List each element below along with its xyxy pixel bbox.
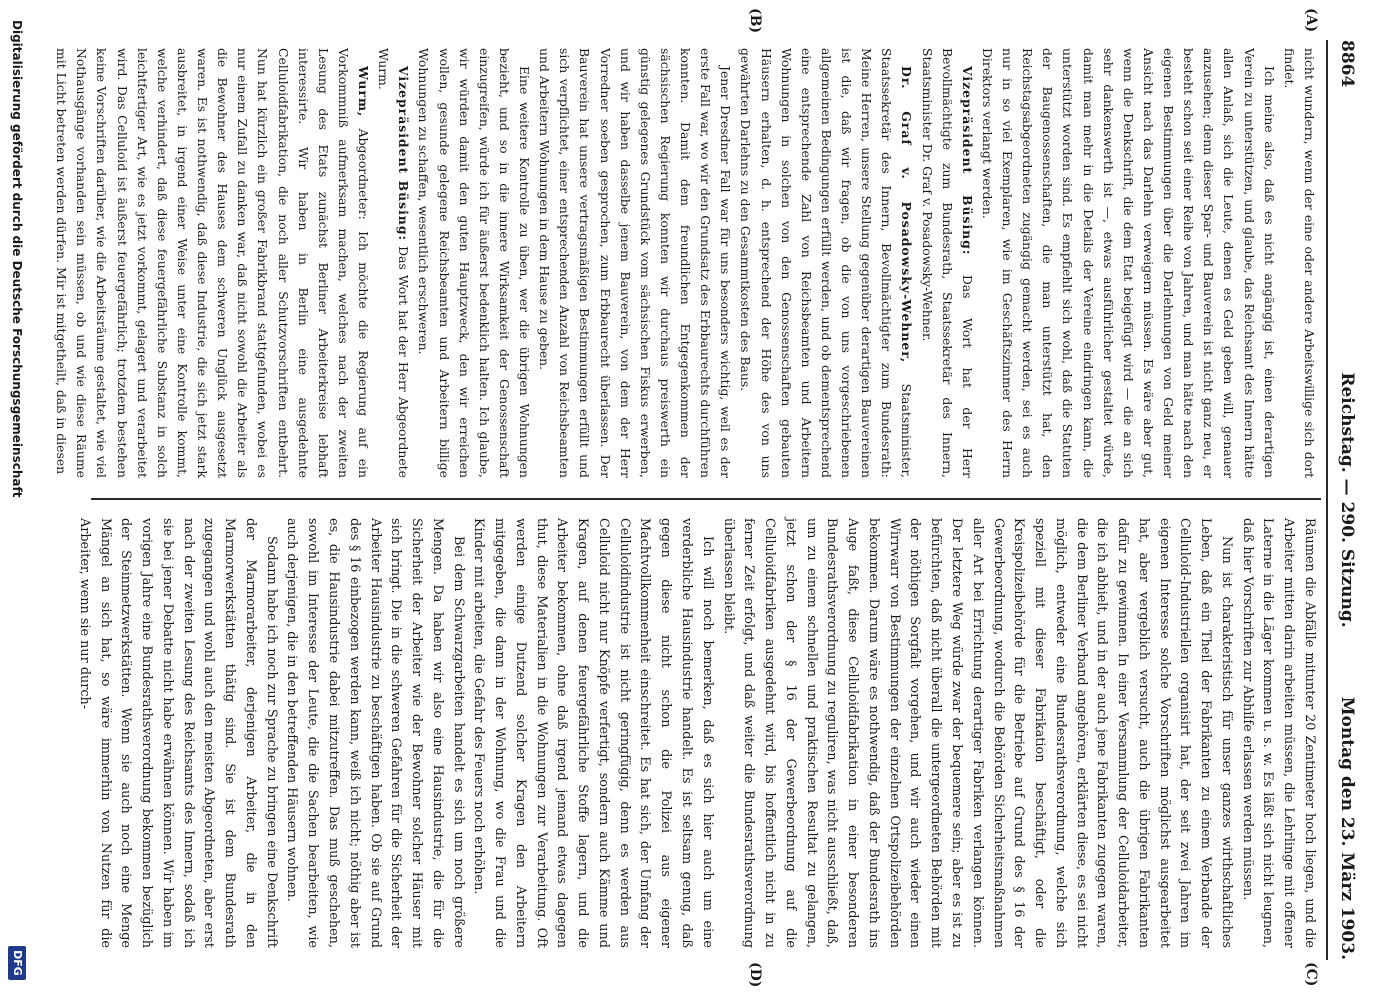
speaker-name: Dr. Graf v. Posadowsky-Wehner, <box>899 66 915 364</box>
margin-marker-d: (D) <box>747 962 763 988</box>
speech-text: Abgeordneter: Ich möchte die Regierung auf ein Vorkommniß aufmerksam machen, welches nach der zweiten Lesung des Etats zunächst Berliner Arbeiterkreise lebhaft interessirte. Wir haben in Berlin eine ausgedehnte Celluloidfabrikation, die noch aller Schutzvorschriften entbehrt. Nun hat kürzlich ein großer Fabrikbrand stattgefunden, wobei es nur einem Zufall zu danken war, daß nicht sowohl die Arbeiter als die Bewohner des Hauses dem schweren Unglück ausgesetzt waren. Es ist nothwendig, daß diese Industrie, die sich jetzt stark ausbreitet, in irgend einer Weise unter eine Kontrolle kommt, welche verhindert, daß diese feuergefährliche Substanz in solch leichtfertiger Art, wie es jetzt vorkommt, gelagert und verarbeitet wird. Das Celluloid ist äußerst feuergefährlich; trotzdem bestehen keine Vorschriften darüber, wie die Arbeitsräume gestaltet, wie viel Nothausgänge vorhanden sein müssen, ob und wie diese Räume mit Licht betreten werden dürfen. Mir ist mitgetheilt, daß in diesen <box>54 48 372 478</box>
session-date: Montag den 23. März 1903. <box>1337 696 1357 960</box>
credit-text: Digitalisierung gefördert durch die Deutsche Forschungsgemeinschaft <box>10 20 24 498</box>
paragraph: Bei dem Schwarzgarbeiten handelt es sich um noch größere Mengen. Da haben wir also eine Hausindustrie, die für die Sicherheit der Arbeiter wie der Bewohner solcher Häuser mit sich bringt. Die in die schweren Gefahren für die Sicherheit der Arbeiter Hausindustrie zu beschäftigen haben. Ob sie auf Grund des § 16 einbezogen werden kann, weiß ich nicht; nöthig aber ist es, die Hausindustrie dabei mitzutreffen. Das muß geschehen, sowohl im Interesse der Leute, die die Sachen bearbeiten, wie auch derjenigen, die in den betreffenden Häusern wohnen. <box>284 518 466 948</box>
speaker-name: Vizepräsident Büsing: <box>396 66 412 242</box>
speaker-name: Vizepräsident Büsing: <box>959 66 975 256</box>
page-header <box>1331 40 1361 960</box>
digitization-credit <box>4 20 28 980</box>
running-title: Reichstag. — 290. Sitzung. <box>1337 372 1357 628</box>
right-column <box>73 518 1319 948</box>
speech-text: Staatsminister, Staatssekretär des Innern, Bevollmächtigter zum Bundesrath: Meine Herren, unsere Stellung gegenüber derartigen Bauvereinen ist die, daß wir fragen, ob die von uns vorgeschriebenen allgemeinen Bedingungen erfüllt werden, und ob dementsprechend eine entsprechende Zahl von Reichsbeamten und Arbeitern Wohnungen in solchen von den Genossenschaften gebauten Häusern erhalten, d. h. entsprechend der Höhe des von uns gewährten Darlehns zu den Gesammtkosten des Baus. <box>738 48 915 478</box>
paragraph: Räumen die Abfälle mitunter 20 Zentimeter hoch liegen, und die Arbeiter mitten darin arbeiten müssen, die Lehrlinge mit offener Laterne in die Läger kommen u. s. w. Es läßt sich nicht leugnen, daß hier Vorschriften zur Abhilfe erlassen werden müssen. <box>1239 518 1317 948</box>
margin-marker-b: (B) <box>747 8 763 34</box>
dfg-logo: DFG <box>8 946 26 980</box>
column-divider <box>91 498 1321 500</box>
paragraph <box>735 48 916 478</box>
paragraph: Sodann habe ich noch zur Sprache zu bringen eine Denkschrift der Marmorarbeiter, derjenigen Arbeiter, die in den Marmorwerkstätten thätig sind. Sie ist dem Bundesrath zugegangen und wohl auch den meisten Abgeordneten, aber erst nach der zweiten Lesung des Reichsamts des Innern, sodaß ich sie bei jener Debatte nicht habe erwähnen können. Wir haben im vorigen Jahre eine Bundesrathsverordnung bekommen bezüglich der Steinmetzwerkstätten. Wenn sie auch noch eine Menge Mängel an sich hat, so wäre immerhin von Nutzen für die Arbeiter, wenn sie nur durch- <box>76 518 279 948</box>
paragraph: Ich meine also, daß es nicht angängig ist, einen derartigen Verein zu unterstützen, und glaube, das Reichsamt des Innern hätte allen Anlaß, sich die Leute, denen es Geld geben will, genauer anzusehen; denn dieser Spar- und Bauverein ist nicht ganz neu, er besteht schon seit einer Reihe von Jahren, und man hätte nach den eigenen Bestimmungen über die Darlehnungen von Geld meiner Ansicht nach das Darlehn verweigern müssen. Es wäre aber gut, wenn die Denkschrift, die dem Etat beigefügt wird — die an sich sehr dankenswerth ist —, etwas ausführlicher gestaltet würde, damit man mehr in die Details der Vereine eindringen kann, die unterstützt worden sind. Es empfiehlt sich wohl, daß die Statuten der Baugenossenschaften, die man unterstützt hat, den Reichstagsabgeordneten zugängig gemacht werden, sei es auch nur in so viel Exemplaren, wie im Geschäftszimmer des Herrn Direktors verlangt werden. <box>980 48 1277 478</box>
left-column <box>51 48 1319 478</box>
paragraph: Jener Dresdner Fall war für uns besonders wichtig, weil es der erste Fall war, wo wir den Grundsatz des Erbbaurechts durchführen konnten. Damit dem freundlichen Entgegenkommen der sächsischen Regierung konnten wir durchaus preiswerth ein günstig gelegenes Grundstück vom sächsischen Fiskus erwerben, und wir haben dasselbe jenem Bauverein, von dem der Herr Vorredner soeben gesprochen, zum Erbbaurecht überlassen. Der Bauverein hat unsere vertragsmäßigen Bestimmungen erfüllt und sich verpflichtet, einer entsprechenden Anzahl von Reichsbeamten und Arbeitern Wohnungen in dem Hause zu geben. <box>537 48 734 478</box>
speech-text: Das Wort hat der Herr Bevollmächtigte zum Bundesrath, Staatssekretär des Innern, Staatsminister Dr. Graf v. Posadowsky-Wehner. <box>919 48 975 478</box>
paragraph <box>373 48 413 478</box>
paragraph <box>917 48 977 478</box>
speech-text: Das Wort hat der Herr Abgeordnete Wurm. <box>376 48 412 478</box>
margin-marker-c: (C) <box>1303 962 1319 987</box>
margin-marker-a: (A) <box>1303 8 1319 33</box>
paragraph: Ich will noch bemerken, daß es sich hier auch um eine verderbliche Hausindustrie handelt. Es ist seltsam genug, daß gegen diese nicht schon die Polizei aus eigener Machtvollkommenheit einschreitet. Es hat sich, der Umfang der Celluloidindustrie ist nicht geringfügig, denn es werden aus Celluloid nicht nur Knöpfe verfertigt, sondern auch Kämme und Kragen, auf denen feuergefährliche Stoffe lagern, und die Arbeiter bekommen, ohne daß irgend jemand etwas dagegen thut, diese Materialien in die Wohnungen zur Verarbeitung. Oft werden einige Dutzend solcher Kragen den Arbeitern mitgegeben, die dann in der Wohnung, wo die Frau und die Kinder mit arbeiten, die Gefahr des Feuers noch erhöhen. <box>471 518 715 948</box>
paragraph <box>51 48 373 478</box>
speaker-name: Wurm, <box>356 66 372 118</box>
page-number: 8864 <box>1337 40 1357 88</box>
paragraph: Nun ist charakteristisch für unser ganzes wirthschaftliches Leben, daß ein Theil der Fabrikanten zu einem Verbande der Celluloid-Industriellen organisirt hat, der seit zwei Jahren im eigenen Interesse solche Vorschriften möglichst ausgearbeitet hat, aber vergeblich versucht, auch die übrigen Fabrikanten dafür zu gewinnen. In einer Versammlung der Celluloidarbeiter, die ich abhielt, und in der auch jene Fabrikanten zugegen waren, die dem Berliner Verband angehören, erklärten diese, es sei nicht möglich, entweder eine Bundesrathsverordnung, welche sich speziell mit dieser Fabrikation beschäftigt, oder die Kreispolizeibehörde für die Betriebe auf Grund des § 16 der Gewerbeordnung, wodurch die Behörden Sicherheitsmaßnahmen aller Art bei Errichtung derartiger Fabriken verlangen können. Der letztere Weg würde zwar der bequemere sein; aber es ist zu befürchten, daß nicht überall die untergeordneten Behörden mit der nöthigen Sorgfalt vorgehen, und wir auch wieder einen Wirrwarr von Bestimmungen der einzelnen Ortspolizeibehörden bekommen. Darum wäre es nothwendig, daß der Bundesrath ins Auge faßt, diese Celluloidfabrikation in einer besonderen Bundesrathsverordnung zu reguliren, was nicht ausschließt, daß, um zu einem schnellen und praktischen Resultat zu gelangen, jetzt schon der § 16 der Gewerbeordnung auf die Celluloidfabriken ausgedehnt wird, bis hoffentlich nicht in zu ferner Zeit erfolgt, und daß weiter die Bundesrathsverordnung überlassen bleibt. <box>720 518 1234 948</box>
header-rule <box>1326 40 1328 960</box>
paragraph: nicht wundern, wenn der eine oder andere Arbeitswillige sich dort findet. <box>1281 48 1317 478</box>
paragraph: Eine weitere Kontrolle zu üben, wer die übrigen Wohnungen bezieht, und so in die innere Wirksamkeit der Genossenschaft einzugreifen, würde ich für äußerst bedenklich halten. Ich glaube, wir würden damit den guten Hauptzweck, den wir erreichen wollen, gesunde gelegene Reichsbeamten und Arbeitern billige Wohnungen zu schaffen, wesentlich erschweren. <box>416 48 533 478</box>
